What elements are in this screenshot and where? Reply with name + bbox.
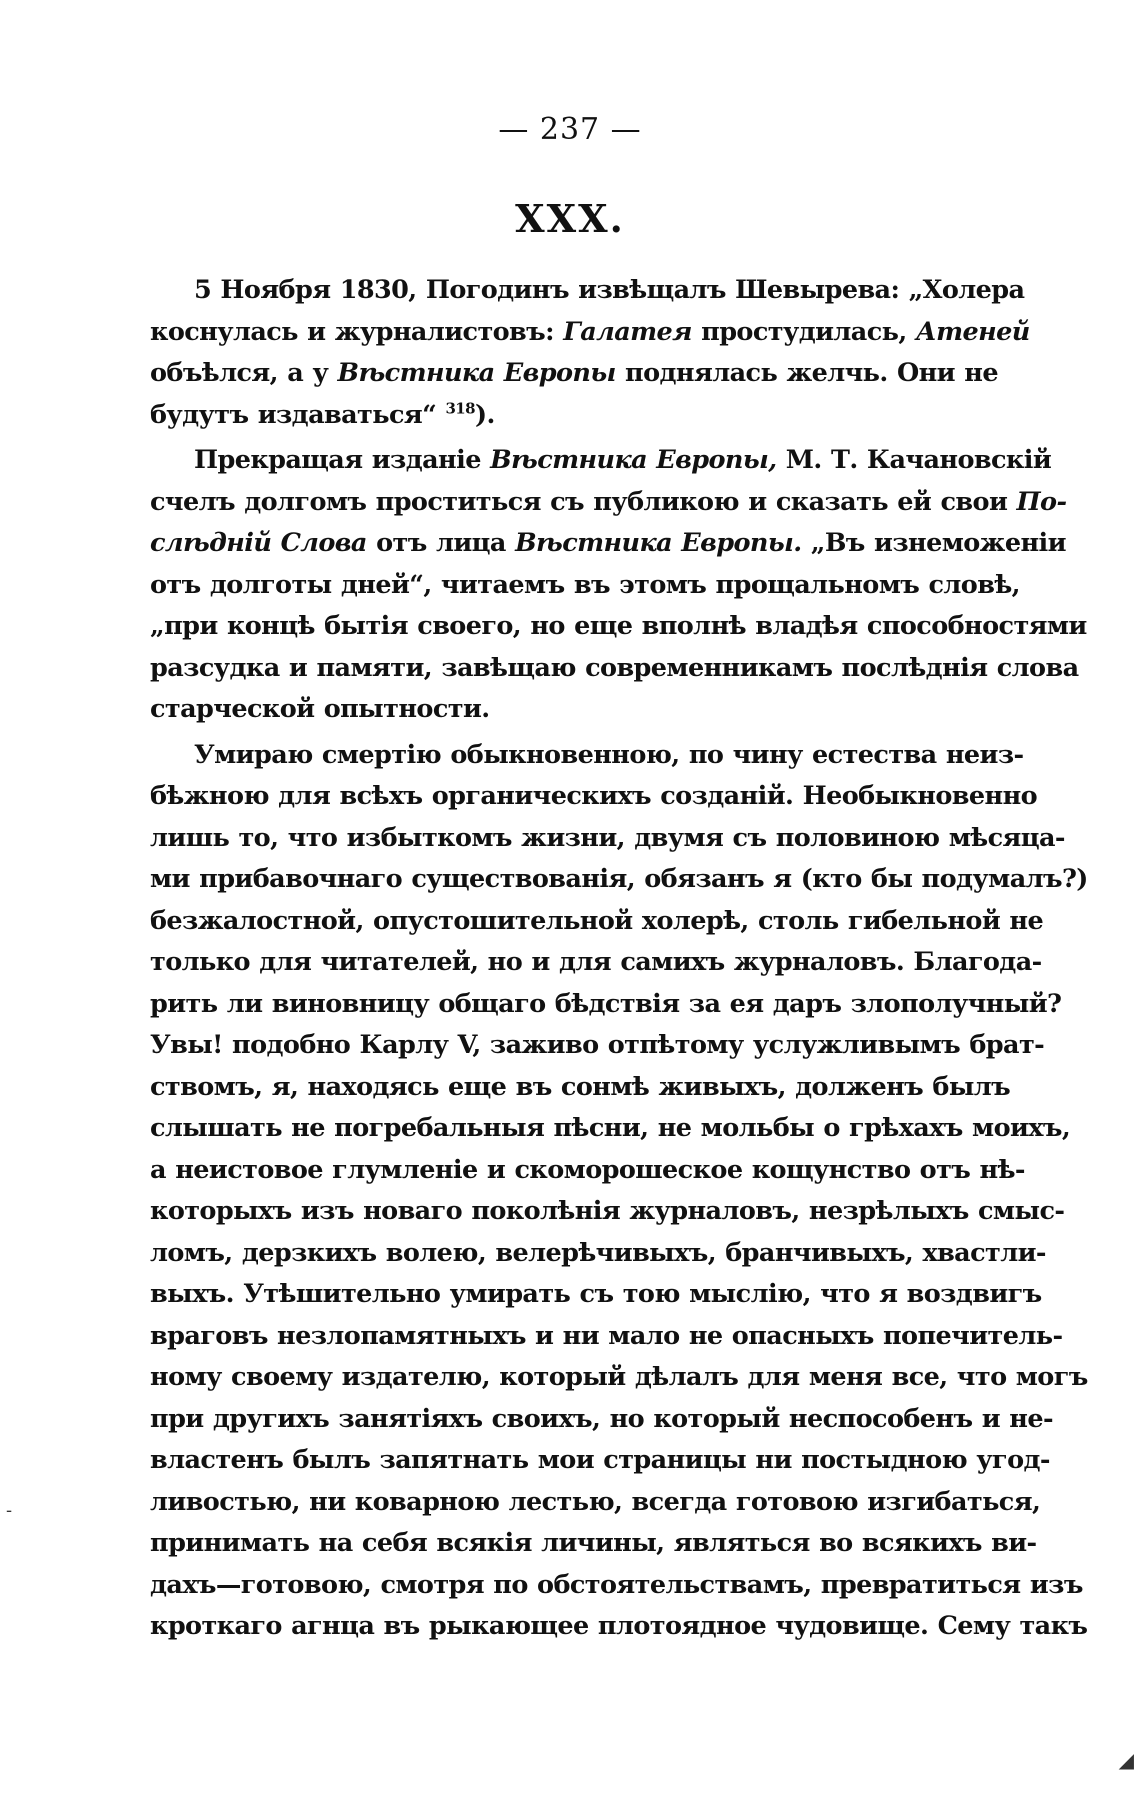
text-line xyxy=(150,395,998,437)
text-span: коснулась и журналистовъ: xyxy=(150,316,564,347)
paragraph-2 xyxy=(150,440,1087,731)
text-line: выхъ. Утѣшительно умирать съ тою мыслію, что я воздвигъ xyxy=(150,1279,1042,1309)
text-line: ми прибавочнаго существованія, обязанъ я (кто бы подумалъ?) xyxy=(150,864,1088,894)
text-line xyxy=(150,312,1030,354)
text-line: дахъ—готовою, смотря по обстоятельствамъ, превратиться изъ xyxy=(150,1569,1083,1600)
chapter-heading: XXX. xyxy=(515,196,625,241)
page-number: — 237 — xyxy=(498,112,642,147)
text-span: „Въ изнеможеніи xyxy=(801,528,1066,558)
text-line xyxy=(150,523,1066,565)
text-line: которыхъ изъ новаго поколѣнія журналовъ, незрѣлыхъ смыс- xyxy=(150,1196,1065,1226)
text-line: ливостью, ни коварною лестью, всегда готовою изгибаться, xyxy=(150,1486,1041,1517)
text-line: только для читателей, но и для самихъ журналовъ. Благода- xyxy=(150,947,1042,977)
text-line: при другихъ занятіяхъ своихъ, но который неспособенъ и не- xyxy=(150,1403,1053,1434)
text-line: Увы! подобно Карлу V, заживо отпѣтому услужливымъ брат- xyxy=(150,1030,1045,1060)
text-line: принимать на себя всякія личины, являться во всякихъ ви- xyxy=(150,1528,1037,1558)
scan-margin-mark-left: - xyxy=(6,1500,13,1521)
italic-title: Галатея xyxy=(563,316,692,347)
text-span: отъ лица xyxy=(366,528,516,558)
text-span: счелъ долгомъ проститься съ публикою и сказать ей свои xyxy=(150,486,1017,517)
text-line xyxy=(150,440,1052,482)
italic-title: По- xyxy=(1016,486,1067,517)
italic-title: слѣдній Слова xyxy=(150,528,367,558)
italic-title: Вѣстника Европы xyxy=(337,358,616,388)
text-span: М. Т. Качановскій xyxy=(776,445,1052,475)
text-span: поднялась желчь. Они не xyxy=(615,358,998,388)
text-line: ломъ, дерзкихъ волею, велерѣчивыхъ, бранчивыхъ, хвастли- xyxy=(150,1237,1046,1268)
text-line: рить ли виновницу общаго бѣдствія за ея даръ злополучный? xyxy=(150,988,1062,1019)
text-span: объѣлся, а у xyxy=(150,358,338,388)
italic-title: Вѣстника Европы, xyxy=(490,445,777,475)
text-line: Умираю смертію обыкновенною, по чину естества неиз- xyxy=(194,739,1024,770)
text-line: ствомъ, я, находясь еще въ сонмѣ живыхъ, долженъ былъ xyxy=(150,1071,1011,1102)
paragraph-3 xyxy=(150,735,1088,1648)
text-line: враговъ незлопамятныхъ и ни мало не опасныхъ попечитель- xyxy=(150,1320,1063,1351)
italic-title: Атеней xyxy=(915,316,1030,347)
text-line: а неистовое глумленіе и скоморошеское кощунство отъ нѣ- xyxy=(150,1154,1025,1185)
text-line: безжалостной, опустошительной холерѣ, столь гибельной не xyxy=(150,905,1044,936)
text-span: ). xyxy=(474,399,495,430)
scan-margin-mark-right: ◢ xyxy=(1118,1748,1134,1772)
text-span: будутъ издаваться“ xyxy=(150,399,446,430)
footnote-ref: 318 xyxy=(445,399,475,417)
text-span: 5 Ноября 1830, Погодинъ извѣщалъ Шевырева: „Холера xyxy=(194,275,1025,305)
text-line: лишь то, что избыткомъ жизни, двумя съ половиною мѣсяца- xyxy=(150,822,1065,853)
italic-title: Вѣстника Европы. xyxy=(515,528,802,558)
text-line xyxy=(150,482,1067,524)
paragraph-1 xyxy=(150,270,1030,436)
text-line xyxy=(150,270,1025,312)
text-line: слышать не погребальныя пѣсни, не мольбы о грѣхахъ моихъ, xyxy=(150,1113,1071,1143)
text-span: простудилась, xyxy=(691,316,916,347)
text-line: властенъ былъ запятнать мои страницы ни постыдною угод- xyxy=(150,1445,1050,1475)
text-span: Прекращая изданіе xyxy=(194,445,491,475)
text-line: кроткаго агнца въ рыкающее плотоядное чудовище. Сему такъ xyxy=(150,1611,1088,1641)
text-line xyxy=(150,353,998,395)
text-line: отъ долготы дней“, читаемъ въ этомъ прощальномъ словѣ, xyxy=(150,569,1020,600)
text-line: старческой опытности. xyxy=(150,694,490,724)
body-text xyxy=(150,270,1088,1652)
text-line: бѣжною для всѣхъ органическихъ созданій. Необыкновенно xyxy=(150,781,1038,811)
text-line: „при концѣ бытія своего, но еще вполнѣ владѣя способностями xyxy=(150,611,1087,641)
text-line: разсудка и памяти, завѣщаю современникамъ послѣднія слова xyxy=(150,652,1079,683)
text-line: ному своему издателю, который дѣлалъ для меня все, что могъ xyxy=(150,1362,1088,1392)
